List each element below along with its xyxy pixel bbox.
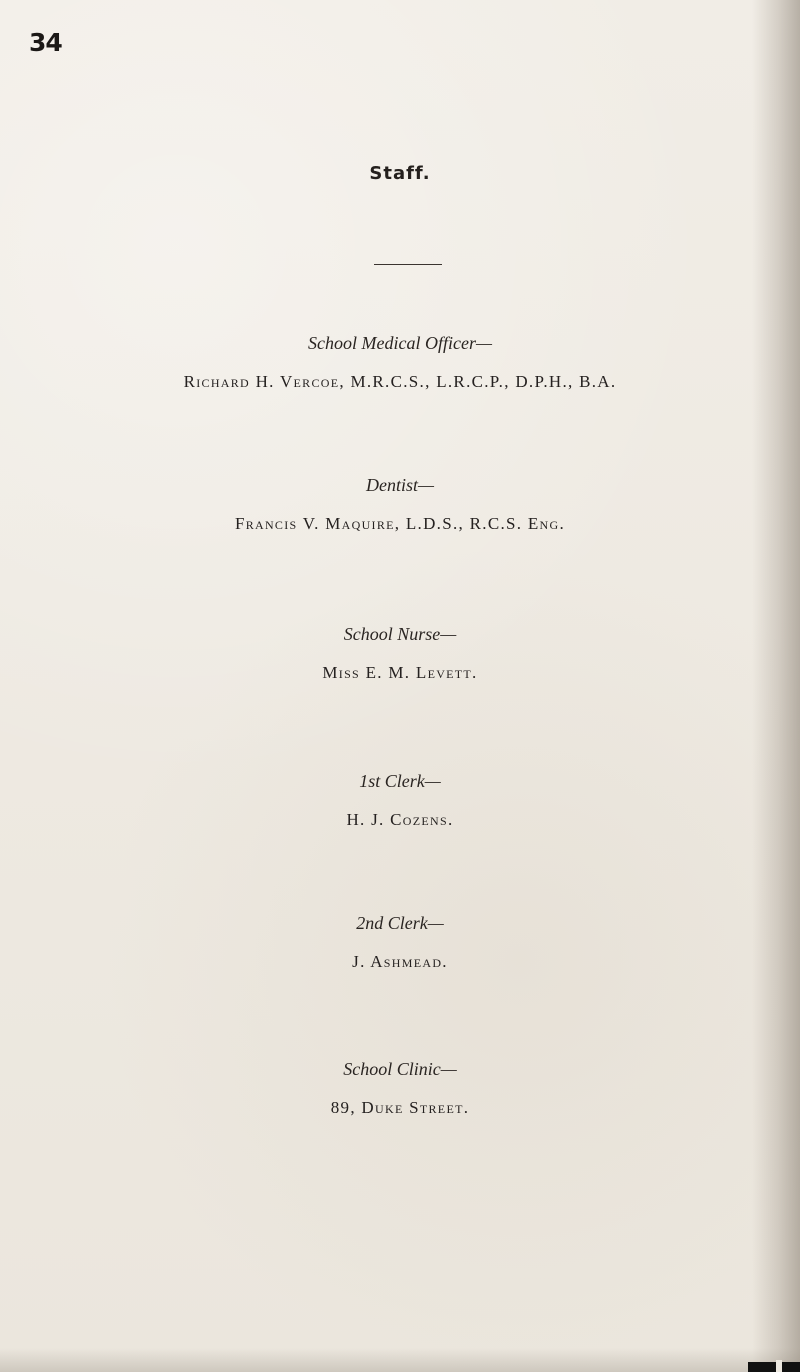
staff-name: Francis V. Maquire, L.D.S., R.C.S. Eng.: [234, 514, 566, 533]
bottom-edge-shadow: [0, 1348, 800, 1372]
staff-role: 1st Clerk—: [359, 771, 441, 791]
staff-entry-school-nurse: [0, 624, 800, 683]
page-title: Staff.: [369, 163, 431, 184]
clinic-address: 89, Duke Street.: [330, 1098, 470, 1117]
staff-role: School Clinic—: [343, 1059, 457, 1079]
staff-name: Richard H. Vercoe, M.R.C.S., L.R.C.P., D.P.H., B.A.: [183, 372, 617, 391]
title-divider: [374, 264, 442, 265]
staff-entry-second-clerk: [0, 913, 800, 972]
scan-corner-mark: [748, 1362, 800, 1372]
staff-entry-school-medical-officer: [0, 333, 800, 392]
staff-role: School Medical Officer—: [308, 333, 492, 353]
staff-role: School Nurse—: [343, 624, 457, 644]
staff-role: Dentist—: [365, 475, 434, 495]
staff-role: 2nd Clerk—: [356, 913, 444, 933]
staff-name: J. Ashmead.: [352, 952, 448, 971]
page-number: 34: [29, 28, 62, 57]
staff-entry-dentist: [0, 475, 800, 534]
staff-name: H. J. Cozens.: [346, 810, 454, 829]
binding-shadow: [752, 0, 800, 1372]
staff-entry-school-clinic: [0, 1059, 800, 1118]
staff-name: Miss E. M. Levett.: [322, 663, 478, 682]
staff-entry-first-clerk: [0, 771, 800, 830]
